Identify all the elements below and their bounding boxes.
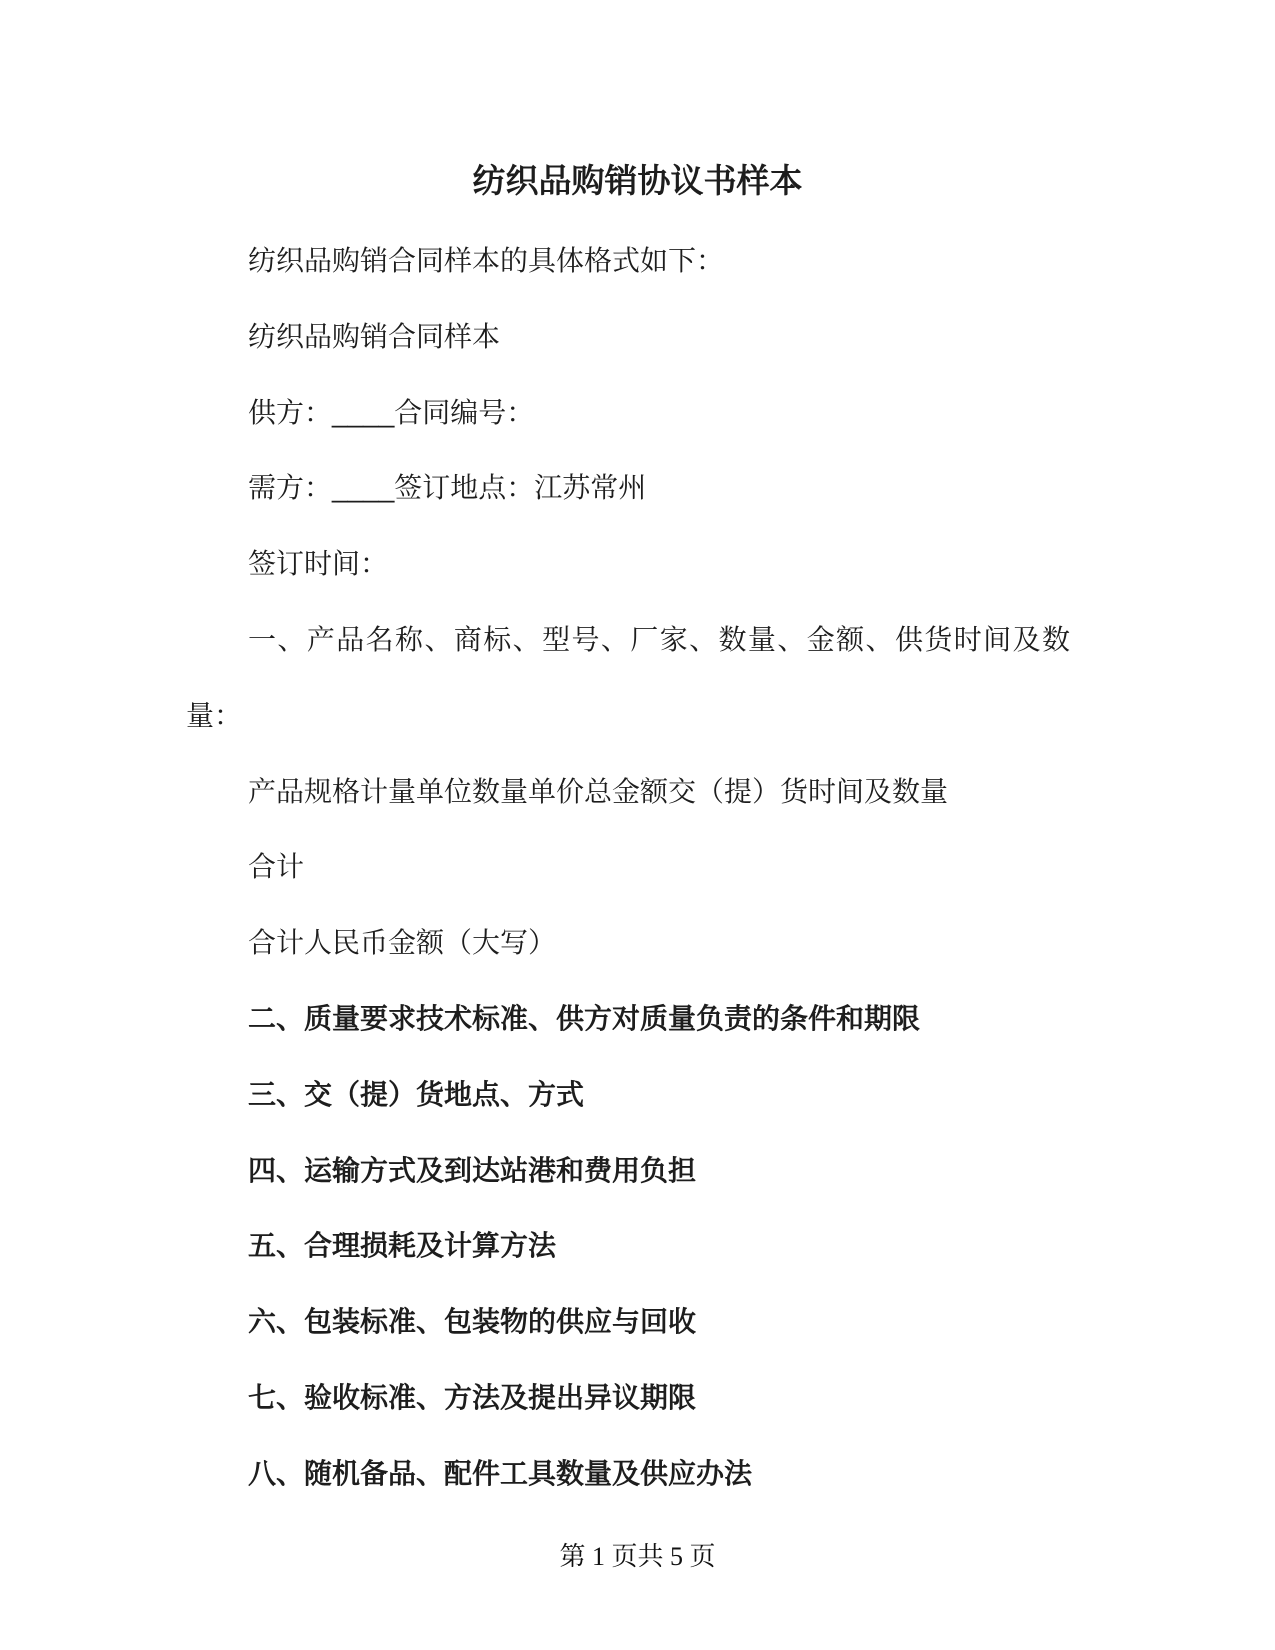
paragraph-line: 签订时间：: [248, 548, 389, 580]
document-body: [186, 223, 1070, 1512]
paragraph-line: 一、产品名称、商标、型号、厂家、数量、金额、供货时间及数量：: [186, 623, 1070, 731]
paragraph-line: 产品规格计量单位数量单价总金额交（提）货时间及数量: [248, 775, 949, 807]
document-title: 纺织品购销协议书样本: [472, 162, 803, 199]
paragraph-line: 四、运输方式及到达站港和费用负担: [248, 1154, 697, 1186]
paragraph-line: 需方：____签订地点：江苏常州: [248, 472, 647, 504]
paragraph-line: 二、质量要求技术标准、供方对质量负责的条件和期限: [248, 1002, 921, 1034]
paragraph-line: 合计人民币金额（大写）: [248, 927, 557, 959]
paragraph-line: 五、合理损耗及计算方法: [248, 1230, 557, 1262]
paragraph-line: 八、随机备品、配件工具数量及供应办法: [248, 1457, 753, 1489]
paragraph-line: 六、包装标准、包装物的供应与回收: [248, 1306, 697, 1338]
paragraph-line: 供方：____合同编号：: [248, 396, 535, 428]
paragraph-line: 三、交（提）货地点、方式: [248, 1078, 585, 1110]
paragraph-line: 七、验收标准、方法及提出异议期限: [248, 1381, 697, 1413]
page-number: 第 1 页共 5 页: [559, 1541, 716, 1571]
paragraph-line: 合计: [248, 851, 305, 883]
paragraph-line: 纺织品购销合同样本: [248, 320, 501, 352]
paragraph-line: 纺织品购销合同样本的具体格式如下：: [248, 245, 725, 276]
